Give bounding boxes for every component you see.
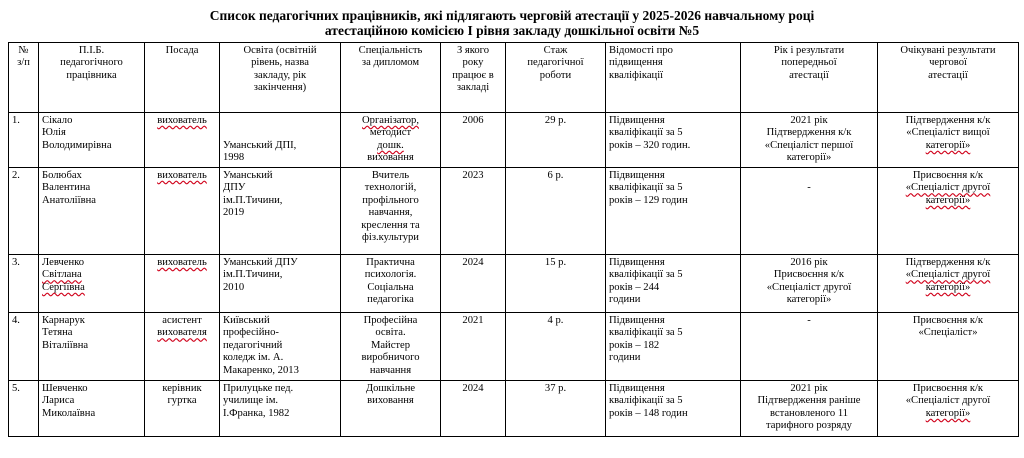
cell-line: років – 182 (609, 339, 660, 351)
cell-line: 1998 (223, 152, 245, 164)
cell-line: років – 320 годин. (609, 139, 691, 151)
cell-line: технологій, (364, 182, 417, 194)
cell-line: Підтвердження к/к (905, 115, 991, 126)
header-line: працює в (452, 69, 494, 81)
header-line: Очікувані результати (900, 45, 996, 56)
cell-line: 2019 (223, 207, 245, 219)
cell-expected (878, 313, 1019, 381)
header-line: педагогічної (527, 57, 584, 69)
cell-experience: 37 р. (506, 381, 606, 437)
header-line: П.І.Б. (78, 45, 105, 56)
header-line: роботи (539, 69, 572, 81)
cell-num: 2. (9, 168, 39, 255)
cell-qualification (606, 381, 741, 437)
cell-line: «Спеціаліст першої (764, 139, 854, 151)
cell-line: 2021 рік (790, 383, 828, 394)
cell-line: коледж ім. А. (223, 352, 284, 364)
header-prev-attestation (741, 43, 878, 113)
cell-line: ім.П.Тичини, (223, 194, 283, 206)
cell-line: виробничого (361, 352, 420, 364)
cell-line: Лариса (42, 395, 75, 407)
cell-education (220, 255, 341, 313)
cell-line: - (807, 315, 811, 326)
cell-position (145, 255, 220, 313)
cell-line: Практична (366, 257, 415, 268)
cell-line: кваліфікації за 5 (609, 395, 683, 407)
cell-line: категорії» (786, 294, 832, 306)
cell-prev-attestation (741, 381, 878, 437)
cell-line: кваліфікації за 5 (609, 182, 683, 194)
cell-line (744, 170, 874, 182)
header-line: рівень, назва (251, 57, 309, 69)
cell-line: навчання (369, 364, 412, 376)
cell-line: років – 244 (609, 281, 660, 293)
cell-position (145, 168, 220, 255)
cell-line: педагогічний (223, 339, 283, 351)
header-specialty (341, 43, 441, 113)
cell-year-work: 2006 (441, 113, 506, 168)
cell-line: Тетяна (42, 327, 73, 339)
cell-name (39, 113, 145, 168)
cell-qualification (606, 313, 741, 381)
cell-prev-attestation (741, 313, 878, 381)
cell-line: кваліфікації за 5 (609, 269, 683, 281)
cell-line: Карнарук (42, 315, 85, 326)
cell-line: 2016 рік (790, 257, 828, 268)
header-education (220, 43, 341, 113)
cell-name (39, 381, 145, 437)
cell-line: дошк. (377, 139, 404, 151)
cell-expected (878, 168, 1019, 255)
cell-line: Соціальна (367, 281, 414, 293)
cell-expected (878, 113, 1019, 168)
cell-year-work: 2024 (441, 381, 506, 437)
cell-line: категорії» (925, 281, 971, 293)
table-row (9, 168, 1019, 255)
header-year-work (441, 43, 506, 113)
header-line: закладу, рік (253, 69, 307, 81)
staff-table (8, 42, 1019, 437)
cell-line: Підтвердження к/к (905, 257, 991, 268)
cell-position (145, 113, 220, 168)
cell-line: Майстер (370, 339, 411, 351)
cell-line: Сергіївна (42, 281, 85, 293)
cell-line: вихователь (157, 170, 207, 181)
cell-specialty (341, 381, 441, 437)
cell-prev-attestation (741, 255, 878, 313)
cell-line: гуртка (167, 395, 197, 407)
cell-line: Віталіївна (42, 339, 89, 351)
header-line: чергової (929, 57, 967, 69)
cell-line: Підвищення (609, 257, 665, 268)
cell-line: профільного (362, 194, 419, 206)
cell-year-work: 2024 (441, 255, 506, 313)
cell-qualification (606, 255, 741, 313)
cell-line: психологія. (364, 269, 417, 281)
cell-line: Анатоліївна (42, 194, 96, 206)
cell-name (39, 313, 145, 381)
header-num (9, 43, 39, 113)
cell-line: Юлія (42, 127, 66, 139)
cell-line: години (609, 352, 641, 364)
cell-line: - (807, 182, 811, 194)
cell-line: освіта. (375, 327, 406, 339)
cell-line (223, 115, 337, 127)
cell-specialty (341, 313, 441, 381)
header-line: педагогічного (60, 57, 123, 69)
cell-year-work: 2023 (441, 168, 506, 255)
cell-line: «Спеціаліст другої (905, 182, 991, 194)
cell-line: методист (369, 127, 412, 139)
header-line: з/п (17, 57, 30, 69)
cell-line: «Спеціаліст другої (905, 395, 991, 407)
header-line: атестації (928, 69, 968, 81)
cell-line: 2010 (223, 281, 245, 293)
cell-num: 1. (9, 113, 39, 168)
cell-line: фіз.культури (362, 232, 419, 244)
cell-line: Вчитель (371, 170, 410, 181)
cell-line: Валентина (42, 182, 91, 194)
cell-education (220, 113, 341, 168)
cell-line: години (609, 294, 641, 306)
title-line-2: атестаційною комісією І рівня закладу дошкільної освіти №5 (324, 23, 700, 38)
cell-position (145, 313, 220, 381)
cell-line: категорії» (925, 194, 971, 206)
cell-num: 3. (9, 255, 39, 313)
cell-line: вихователь (157, 115, 207, 126)
cell-line: керівник (162, 383, 202, 394)
cell-line: Шевченко (42, 383, 88, 394)
cell-prev-attestation (741, 168, 878, 255)
cell-line: Прилуцьке пед. (223, 383, 294, 394)
cell-line: вихователя (157, 327, 207, 339)
header-line: № (18, 45, 29, 56)
cell-education (220, 381, 341, 437)
cell-line: Присвоєння к/к (912, 383, 984, 394)
cell-line: Підтвердження раніше (757, 395, 861, 407)
cell-line: професійно- (223, 327, 279, 339)
cell-line: Світлана (42, 269, 82, 281)
title-line-1: Список педагогічних працівників, які підлягають черговій атестації у 2025-2026 навчальному році (209, 8, 815, 23)
cell-qualification (606, 113, 741, 168)
header-experience (506, 43, 606, 113)
cell-qualification (606, 168, 741, 255)
header-line: року (462, 57, 484, 69)
header-line: підвищення (609, 57, 663, 69)
cell-line: Уманський ДПІ, (223, 139, 297, 151)
cell-line: Уманський ДПУ (223, 257, 298, 268)
cell-line: Болюбах (42, 170, 82, 181)
cell-line: «Спеціаліст другої (905, 269, 991, 281)
cell-line: Дошкільне (365, 383, 416, 394)
cell-line: Присвоєння к/к (912, 170, 984, 181)
header-line: Відомості про (609, 45, 673, 56)
cell-experience: 6 р. (506, 168, 606, 255)
table-row (9, 255, 1019, 313)
cell-line: Уманський (223, 170, 273, 181)
cell-line: категорії» (925, 139, 971, 151)
cell-line: Підвищення (609, 115, 665, 126)
cell-line: встановленого 11 (769, 407, 849, 419)
header-line: Посада (165, 45, 199, 56)
table-header-row (9, 43, 1019, 113)
cell-line: Підвищення (609, 315, 665, 326)
cell-num: 4. (9, 313, 39, 381)
cell-line: Організатор, (362, 115, 419, 126)
cell-line: тарифного розряду (766, 420, 852, 432)
cell-specialty (341, 113, 441, 168)
cell-line: Макаренко, 2013 (223, 364, 299, 376)
cell-line: Київський (223, 315, 270, 326)
cell-line: кваліфікації за 5 (609, 327, 683, 339)
cell-line: училище ім. (223, 395, 279, 407)
header-line: Спеціальність (358, 45, 423, 56)
cell-line: ім.П.Тичини, (223, 269, 283, 281)
cell-line: асистент (162, 315, 202, 326)
cell-line: кваліфікації за 5 (609, 127, 683, 139)
cell-line: креслення та (361, 219, 420, 231)
cell-education (220, 313, 341, 381)
cell-position (145, 381, 220, 437)
header-line: Освіта (освітній (243, 45, 317, 56)
header-line: закінчення) (253, 82, 307, 94)
header-line: З якого (456, 45, 490, 56)
header-line: Рік і результати (773, 45, 845, 56)
table-row (9, 113, 1019, 168)
cell-line: 2021 рік (790, 115, 828, 126)
cell-specialty (341, 168, 441, 255)
cell-line: категорії» (925, 407, 971, 419)
cell-line: «Спеціаліст» (918, 327, 978, 339)
document-title (0, 8, 1024, 38)
cell-experience: 4 р. (506, 313, 606, 381)
header-name (39, 43, 145, 113)
cell-name (39, 168, 145, 255)
cell-line: «Спеціаліст другої (766, 281, 852, 293)
cell-prev-attestation (741, 113, 878, 168)
cell-line: Підвищення (609, 170, 665, 181)
header-line: попередньої (781, 57, 837, 69)
cell-experience: 15 р. (506, 255, 606, 313)
cell-name (39, 255, 145, 313)
cell-line: років – 148 годин (609, 407, 688, 419)
header-line: закладі (456, 82, 490, 94)
header-qualification (606, 43, 741, 113)
cell-line: Володимирівна (42, 139, 112, 151)
cell-line: «Спеціаліст вищої (906, 127, 990, 139)
cell-expected (878, 255, 1019, 313)
cell-line: років – 129 годин (609, 194, 688, 206)
cell-line: вихователь (157, 257, 207, 268)
cell-line: Професійна (363, 315, 418, 326)
cell-line: Підтвердження к/к (766, 127, 852, 139)
cell-line: педагогіка (367, 294, 414, 306)
cell-expected (878, 381, 1019, 437)
cell-line: ДПУ (223, 182, 246, 194)
header-line: за дипломом (361, 57, 420, 69)
cell-specialty (341, 255, 441, 313)
cell-num: 5. (9, 381, 39, 437)
cell-line (223, 127, 337, 139)
cell-experience: 29 р. (506, 113, 606, 168)
cell-line: виховання (367, 395, 414, 407)
cell-line: Сікало (42, 115, 73, 126)
cell-year-work: 2021 (441, 313, 506, 381)
cell-line: Підвищення (609, 383, 665, 394)
cell-line: категорії» (786, 152, 832, 164)
header-line: кваліфікації (609, 69, 664, 81)
cell-line: І.Франка, 1982 (223, 407, 290, 419)
cell-line: Присвоєння к/к (773, 269, 845, 281)
cell-line: Левченко (42, 257, 85, 268)
header-line: працівника (66, 69, 117, 81)
cell-education (220, 168, 341, 255)
table-row (9, 381, 1019, 437)
cell-line: Присвоєння к/к (912, 315, 984, 326)
header-position (145, 43, 220, 113)
table-row (9, 313, 1019, 381)
cell-line: Миколаївна (42, 407, 96, 419)
cell-line: виховання (367, 152, 414, 164)
header-line: Стаж (543, 45, 568, 56)
cell-line: навчання, (368, 207, 413, 219)
header-line: атестації (789, 69, 829, 81)
header-expected (878, 43, 1019, 113)
